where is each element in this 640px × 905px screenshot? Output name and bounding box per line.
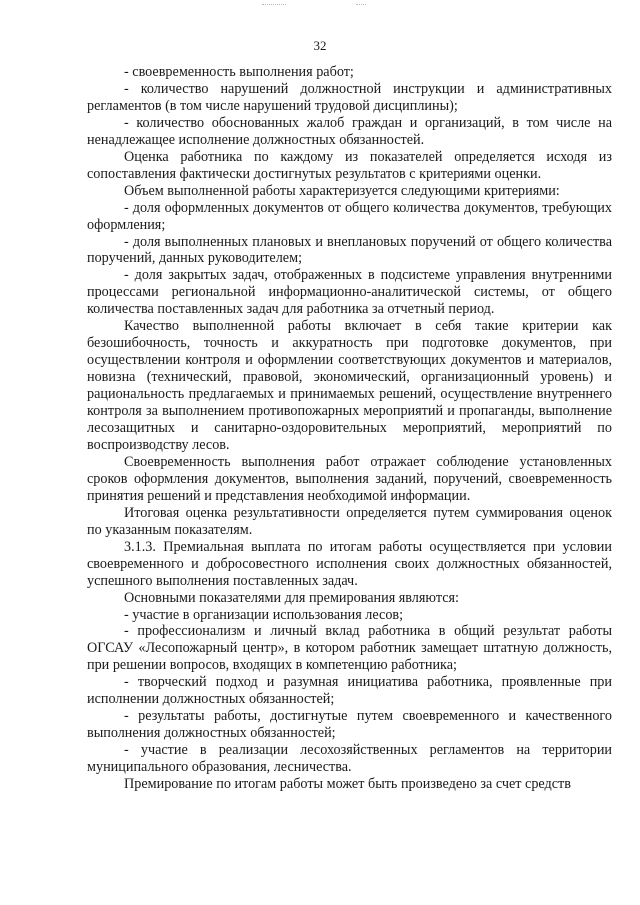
page-body (87, 64, 612, 793)
paragraph: 3.1.3. Премиальная выплата по итогам работы осуществляется при условии своевременного и добросовестного исполнения своих должностных обязанностей, успешного выполнения поставленных задач. (87, 538, 612, 589)
paragraph: Объем выполненной работы характеризуется следующими критериями: (124, 182, 560, 199)
paragraph: Основными показателями для премирования являются: (124, 589, 459, 606)
paragraph: Качество выполненной работы включает в себя такие критерии как безошибочность, точность и аккуратность при подготовке документов, при осуществлении контроля и оформлении соответствующих документов и материалов, новизна (технический, правовой, экономический, организационный уровень) и рациональность предлагаемых и принимаемых решений, осуществление внутреннего контроля за выполнением противопожарных мероприятий и пропаганды, выполнение лесозащитных и санитарно-оздоровительных мероприятий, мероприятий по воспроизводству лесов. (87, 318, 612, 453)
scan-mark-right (356, 4, 366, 6)
paragraph: Итоговая оценка результативности определяется путем суммирования оценок по указанным показателям. (87, 504, 612, 538)
paragraph: - количество нарушений должностной инструкции и административных регламентов (в том числе нарушений трудовой дисциплины); (87, 80, 612, 114)
paragraph: - доля закрытых задач, отображенных в подсистеме управления внутренними процессами региональной информационно-аналитической системы, от общего количества поставленных задач для работника за отчетный период. (87, 267, 612, 318)
paragraph: - доля выполненных плановых и внеплановых поручений от общего количества поручений, данных руководителем; (87, 233, 612, 267)
page-number: 32 (313, 38, 327, 53)
paragraph: Своевременность выполнения работ отражает соблюдение установленных сроков оформления документов, выполнения заданий, поручений, своевременность принятия решений и представления необходимой информации. (87, 453, 612, 504)
paragraph: - результаты работы, достигнутые путем своевременного и качественного выполнения должностных обязанностей; (87, 708, 612, 742)
scan-mark-left (262, 4, 286, 6)
paragraph: - доля оформленных документов от общего количества документов, требующих оформления; (87, 199, 612, 233)
paragraph: Оценка работника по каждому из показателей определяется исходя из сопоставления фактически достигнутых результатов с критериями оценки. (87, 148, 612, 182)
paragraph: - количество обоснованных жалоб граждан и организаций, в том числе на ненадлежащее исполнение должностных обязанностей. (87, 114, 612, 148)
paragraph: - участие в реализации лесохозяйственных регламентов на территории муниципального образования, лесничества. (87, 742, 612, 776)
paragraph: - своевременность выполнения работ; (124, 64, 354, 80)
paragraph: - участие в организации использования лесов; (124, 606, 404, 623)
paragraph: Премирование по итогам работы может быть произведено за счет средств (124, 776, 571, 793)
paragraph: - творческий подход и разумная инициатива работника, проявленные при исполнении должностных обязанностей; (87, 674, 612, 708)
paragraph: - профессионализм и личный вклад работника в общий результат работы ОГСАУ «Лесопожарный центр», в котором работник замещает штатную должность, при решении вопросов, входящих в компетенцию работника; (87, 623, 612, 674)
